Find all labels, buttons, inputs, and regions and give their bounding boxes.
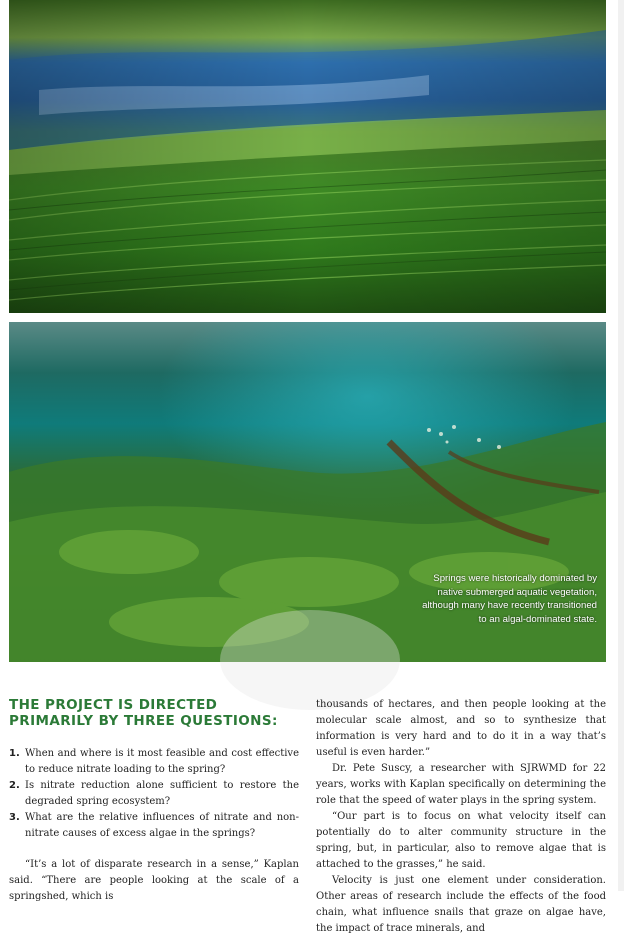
section-heading-line2: PRIMARILY BY THREE QUESTIONS: — [9, 713, 278, 729]
list-item — [9, 810, 299, 842]
body-paragraph: thousands of hectares, and then people looking at the molecular scale almost, and so to synthesize that information is very hard and to do it in a way that’s useful is even harder.” — [316, 699, 606, 758]
right-column-body — [316, 697, 606, 937]
list-item — [9, 778, 299, 810]
section-heading — [9, 697, 309, 729]
caption-line: to an algal-dominated state. — [478, 613, 597, 625]
photo-caption — [397, 572, 597, 626]
list-item-text: When and where is it most feasible and cost effective to reduce nitrate loading to the spring? — [25, 748, 299, 775]
section-heading-line1: THE PROJECT IS DIRECTED — [9, 697, 218, 713]
list-item-number: 2. — [9, 780, 20, 791]
seagrass-photo-image — [9, 0, 606, 313]
seagrass-photo — [9, 0, 606, 313]
left-column-body — [9, 857, 299, 905]
questions-list — [9, 746, 299, 842]
list-item — [9, 746, 299, 778]
caption-line: Springs were historically dominated by — [433, 573, 597, 584]
page-edge — [618, 0, 624, 891]
list-item-number: 1. — [9, 748, 20, 759]
body-paragraph: “It’s a lot of disparate research in a sense,” Kaplan said. “There are people looking at the scale of a springshed, which is — [9, 859, 299, 902]
body-paragraph: “Our part is to focus on what velocity itself can potentially do to alter community structure in the spring, but, in particular, also to remove algae that is attached to the grasses,” he said. — [316, 811, 606, 870]
caption-line: although many have recently transitioned — [422, 600, 597, 611]
background-watermark — [220, 610, 400, 710]
list-item-text: What are the relative influences of nitrate and non-nitrate causes of excess algae in the springs? — [25, 812, 299, 839]
caption-line: native submerged aquatic vegetation, — [437, 586, 597, 598]
list-item-number: 3. — [9, 812, 20, 823]
list-item-text: Is nitrate reduction alone sufficient to restore the degraded spring ecosystem? — [25, 780, 299, 807]
body-paragraph: Dr. Pete Suscy, a researcher with SJRWMD for 22 years, works with Kaplan specifically on determining the role that the speed of water plays in the spring system. — [316, 763, 606, 806]
body-paragraph: Velocity is just one element under consideration. Other areas of research include the effects of the food chain, what influence snails that graze on algae have, the impact of trace minerals, and — [316, 875, 606, 934]
